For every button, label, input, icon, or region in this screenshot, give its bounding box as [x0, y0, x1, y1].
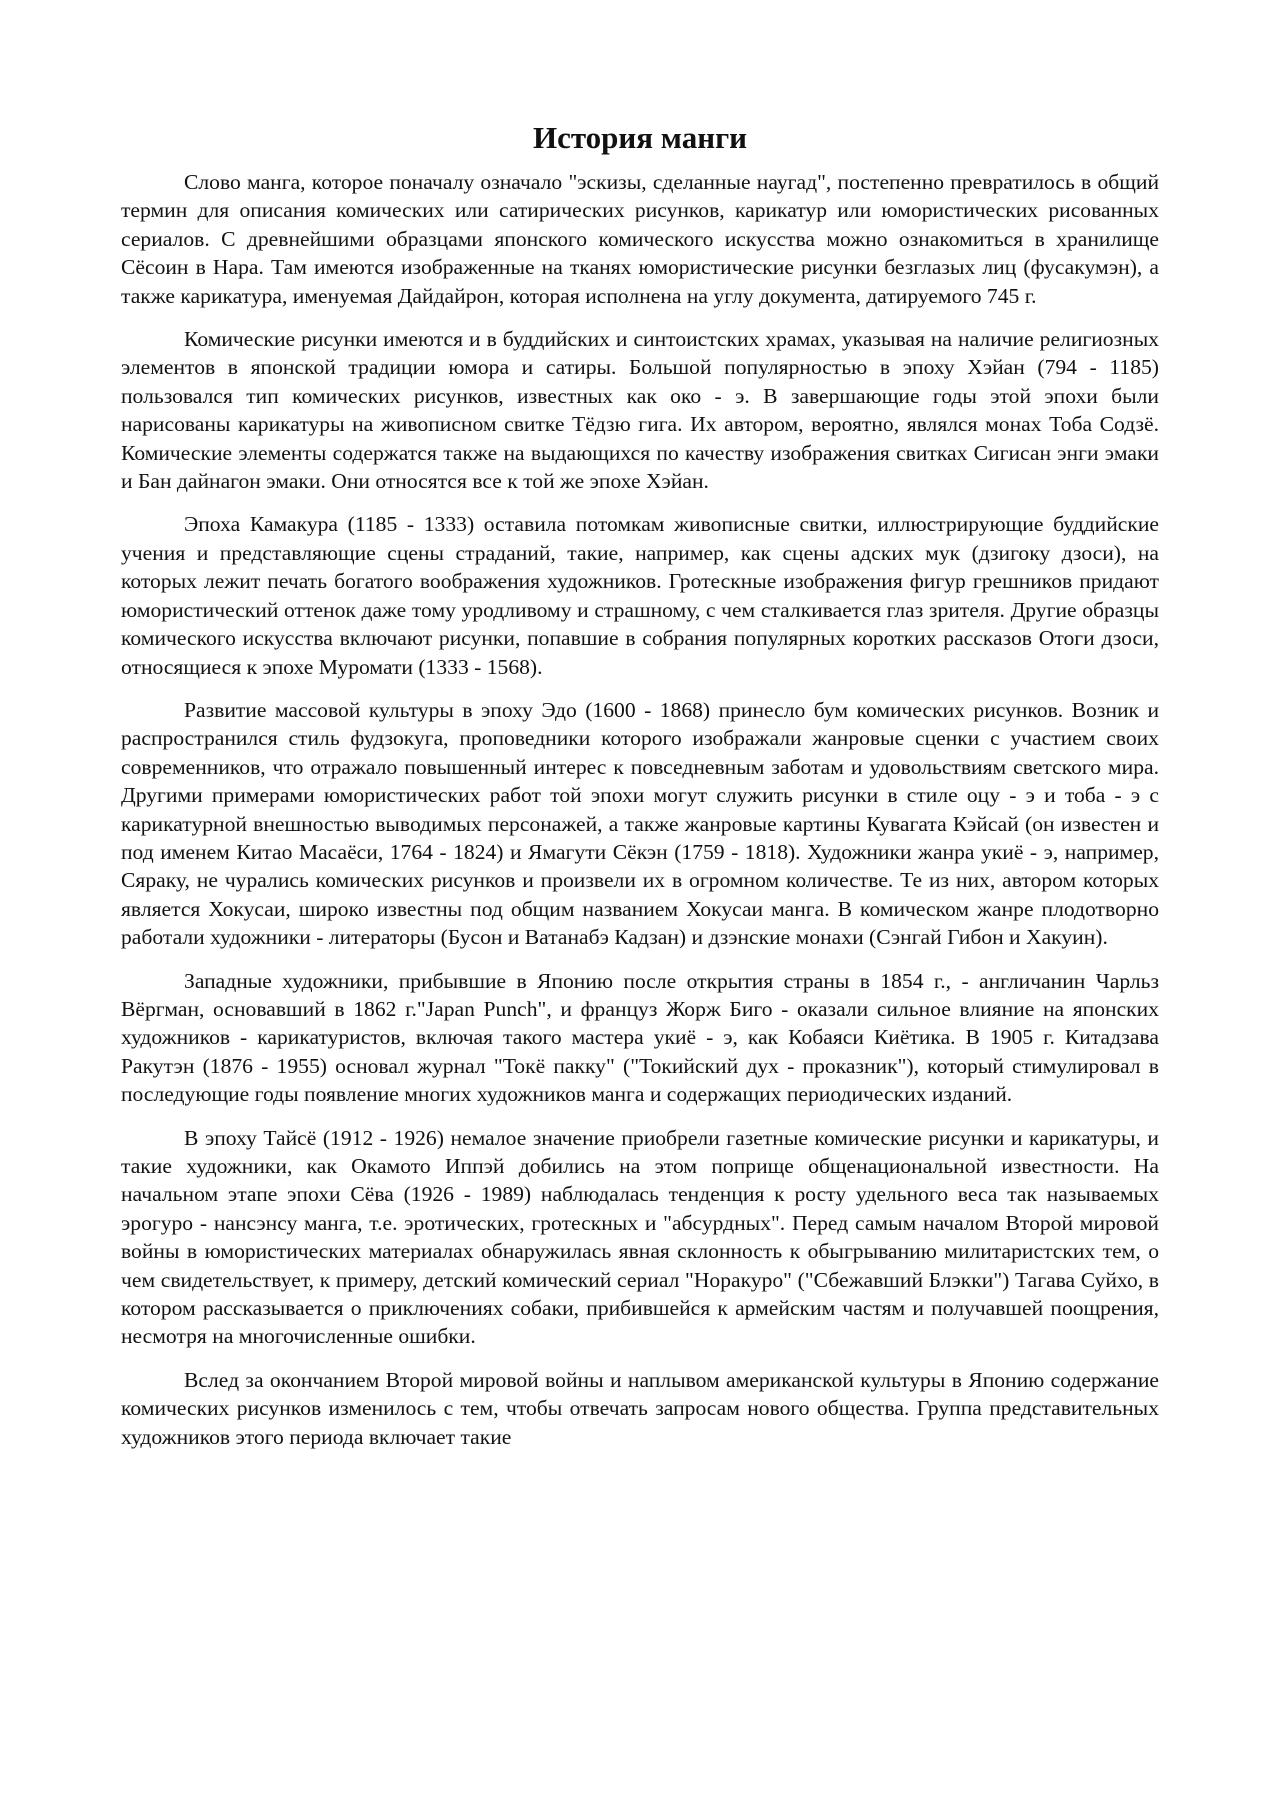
paragraph-6: В эпоху Тайсё (1912 - 1926) немалое значение приобрели газетные комические рисунки и карикатуры, и такие художники, как Окамото Иппэй добились на этом поприще общенациональной известности. На начальном этапе эпохи Сёва (1926 - 1989) наблюдалась тенденция к росту удельного веса так называемых эрогуро - нансэнсу манга, т.е. эротических, гротескных и "абсурдных". Перед самым началом Второй мировой войны в юмористических материалах обнаружилась явная склонность к обыгрыванию милитаристских тем, о чем свидетельствует, к примеру, детский комический сериал "Норакуро" ("Сбежавший Блэкки") Тагава Суйхо, в котором рассказывается о приключениях собаки, прибившейся к армейским частям и получавшей поощрения, несмотря на многочисленные ошибки. — [121, 1125, 1159, 1349]
paragraph-5: Западные художники, прибывшие в Японию после открытия страны в 1854 г., - англичанин Чарльз Вёргман, основавший в 1862 г."Japan Punch", и француз Жорж Биго - оказали сильное влияние на японских художников - карикатуристов, включая такого мастера укиё - э, как Кобаяси Киётика. В 1905 г. Китадзава Ракутэн (1876 - 1955) основал журнал "Токё пакку" ("Токийский дух - проказник"), который стимулировал в последующие годы появление многих художников манга и содержащих периодических изданий. — [121, 968, 1159, 1107]
paragraph-2: Комические рисунки имеются и в буддийских и синтоистских храмах, указывая на наличие религиозных элементов в японской традиции юмора и сатиры. Большой популярностью в эпоху Хэйан (794 - 1185) пользовался тип комических рисунков, известных как око - э. В завершающие годы этой эпохи были нарисованы карикатуры на живописном свитке Тёдзю гига. Их автором, вероятно, являлся монах Тоба Содзё. Комические элементы содержатся также на выдающихся по качеству изображения свитках Сигисан энги эмаки и Бан дайнагон эмаки. Они относятся все к той же эпохе Хэйан. — [121, 327, 1159, 494]
paragraph-3: Эпоха Камакура (1185 - 1333) оставила потомкам живописные свитки, иллюстрирующие буддийские учения и представляющие сцены страданий, такие, например, как сцены адских мук (дзигоку дзоси), на которых лежит печать богатого воображения художников. Гротескные изображения фигур грешников придают юмористический оттенок даже тому уродливому и страшному, с чем сталкивается глаз зрителя. Другие образцы комического искусства включают рисунки, попавшие в собрания популярных коротких рассказов Отоги дзоси, относящиеся к эпохе Муромати (1333 - 1568). — [121, 512, 1159, 679]
document-title: История манги — [532, 120, 748, 155]
document-page — [121, 118, 1159, 1451]
paragraph-1: Слово манга, которое поначалу означало "эскизы, сделанные наугад", постепенно превратилось в общий термин для описания комических или сатирических рисунков, карикатур или юмористических рисованных сериалов. С древнейшими образцами японского комического искусства можно ознакомиться в хранилище Сёсоин в Нара. Там имеются изображенные на тканях юмористические рисунки безглазых лиц (фусакумэн), а также карикатура, именуемая Дайдайрон, которая исполнена на углу документа, датируемого 745 г. — [121, 170, 1159, 308]
paragraph-7: Вслед за окончанием Второй мировой войны и наплывом американской культуры в Японию содержание комических рисунков изменилось с тем, чтобы отвечать запросам нового общества. Группа представительных художников этого периода включает такие — [121, 1367, 1159, 1449]
paragraph-4: Развитие массовой культуры в эпоху Эдо (1600 - 1868) принесло бум комических рисунков. Возник и распространился стиль фудзокуга, проповедники которого изображали жанровые сценки с участием своих современников, что отражало повышенный интерес к повседневным заботам и удовольствиям светского мира. Другими примерами юмористических работ той эпохи могут служить рисунки в стиле оцу - э и тоба - э с карикатурной внешностью выводимых персонажей, а также жанровые картины Кувагата Кэйсай (он известен и под именем Китао Масаёси, 1764 - 1824) и Ямагути Сёкэн (1759 - 1818). Художники жанра укиё - э, например, Сяраку, не чурались комических рисунков и произвели их в огромном количестве. Те из них, автором которых является Хокусаи, широко известны под общим названием Хокусаи манга. В комическом жанре плодотворно работали художники - литераторы (Бусон и Ватанабэ Кадзан) и дзэнские монахи (Сэнгай Гибон и Хакуин). — [121, 697, 1159, 950]
